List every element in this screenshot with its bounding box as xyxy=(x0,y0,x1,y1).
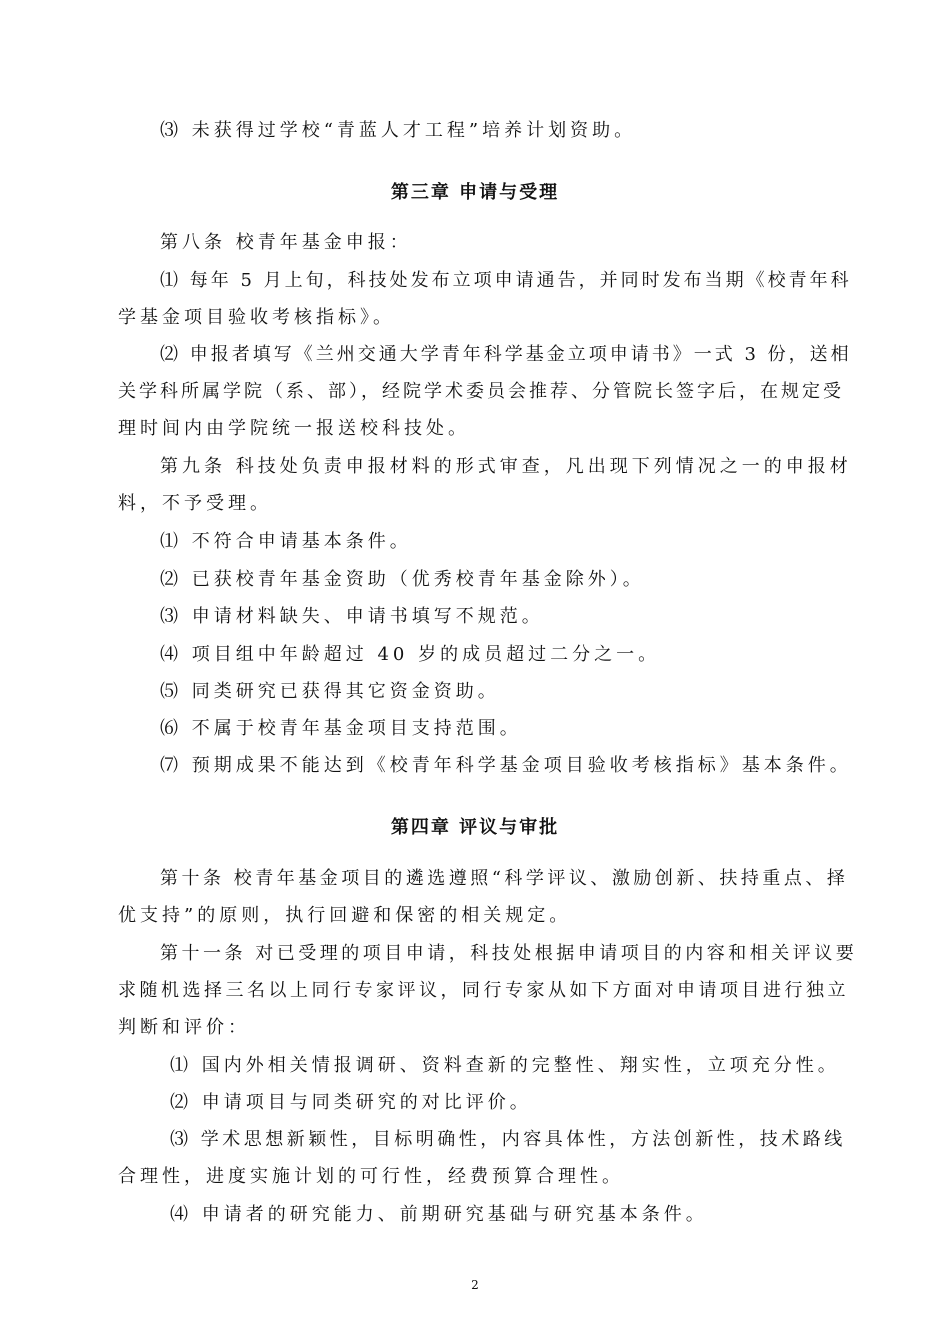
article-11-item-3-line-1: ⑶ 学术思想新颖性，目标明确性，内容具体性，方法创新性，技术路线 xyxy=(170,1129,846,1150)
article-8-title: 第八条 校青年基金申报： xyxy=(160,232,412,253)
article-11-item-3-line-2: 合理性，进度实施计划的可行性，经费预算合理性。 xyxy=(118,1166,624,1187)
article-9-line-2: 料，不予受理。 xyxy=(118,493,272,514)
article-9-item-6: ⑹ 不属于校青年基金项目支持范围。 xyxy=(160,718,522,739)
article-9-line-1: 第九条 科技处负责申报材料的形式审查，凡出现下列情况之一的申报材 xyxy=(160,456,852,477)
article-8-item-2-line-2: 关学科所属学院（系、部），经院学术委员会推荐、分管院长签字后，在规定受 xyxy=(118,381,844,402)
article-10-line-2: 优支持”的原则，执行回避和保密的相关规定。 xyxy=(118,905,572,926)
article-11-line-1: 第十一条 对已受理的项目申请，科技处根据申请项目的内容和相关评议要 xyxy=(160,943,858,964)
article-11-item-1: ⑴ 国内外相关情报调研、资料查新的完整性、翔实性，立项充分性。 xyxy=(170,1055,840,1076)
chapter-4-heading: 第四章 评议与审批 xyxy=(390,817,560,838)
article-8-item-1-line-2: 学基金项目验收考核指标》。 xyxy=(118,307,395,328)
article-8-item-2-line-1: ⑵ 申报者填写《兰州交通大学青年科学基金立项申请书》一式 3 份，送相 xyxy=(160,344,852,365)
article-11-item-4: ⑷ 申请者的研究能力、前期研究基础与研究基本条件。 xyxy=(170,1204,708,1225)
article-9-item-3: ⑶ 申请材料缺失、申请书填写不规范。 xyxy=(160,606,544,627)
page-number: 2 xyxy=(471,1278,479,1292)
article-11-line-2: 求随机选择三名以上同行专家评议，同行专家从如下方面对申请项目进行独立 xyxy=(118,980,849,1001)
article-8-item-2-line-3: 理时间内由学院统一报送校科技处。 xyxy=(118,418,470,439)
article-11-line-3: 判断和评价： xyxy=(118,1017,250,1038)
article-8-item-1-line-1: ⑴ 每年 5 月上旬，科技处发布立项申请通告，并同时发布当期《校青年科 xyxy=(160,270,852,291)
article-9-item-2: ⑵ 已获校青年基金资助（优秀校青年基金除外）。 xyxy=(160,569,645,590)
article-11-item-2: ⑵ 申请项目与同类研究的对比评价。 xyxy=(170,1092,532,1113)
article-10-line-1: 第十条 校青年基金项目的遴选遵照“科学评议、激励创新、扶持重点、择 xyxy=(160,868,849,889)
article-9-item-4: ⑷ 项目组中年龄超过 40 岁的成员超过二分之一。 xyxy=(160,644,661,665)
article-9-item-5: ⑸ 同类研究已获得其它资金资助。 xyxy=(160,681,500,702)
item-3-no-qinglan-funding: ⑶ 未获得过学校“青蓝人才工程”培养计划资助。 xyxy=(160,120,637,141)
article-9-item-1: ⑴ 不符合申请基本条件。 xyxy=(160,531,412,552)
chapter-3-heading: 第三章 申请与受理 xyxy=(390,182,560,203)
article-9-item-7: ⑺ 预期成果不能达到《校青年科学基金项目验收考核指标》基本条件。 xyxy=(160,755,852,776)
